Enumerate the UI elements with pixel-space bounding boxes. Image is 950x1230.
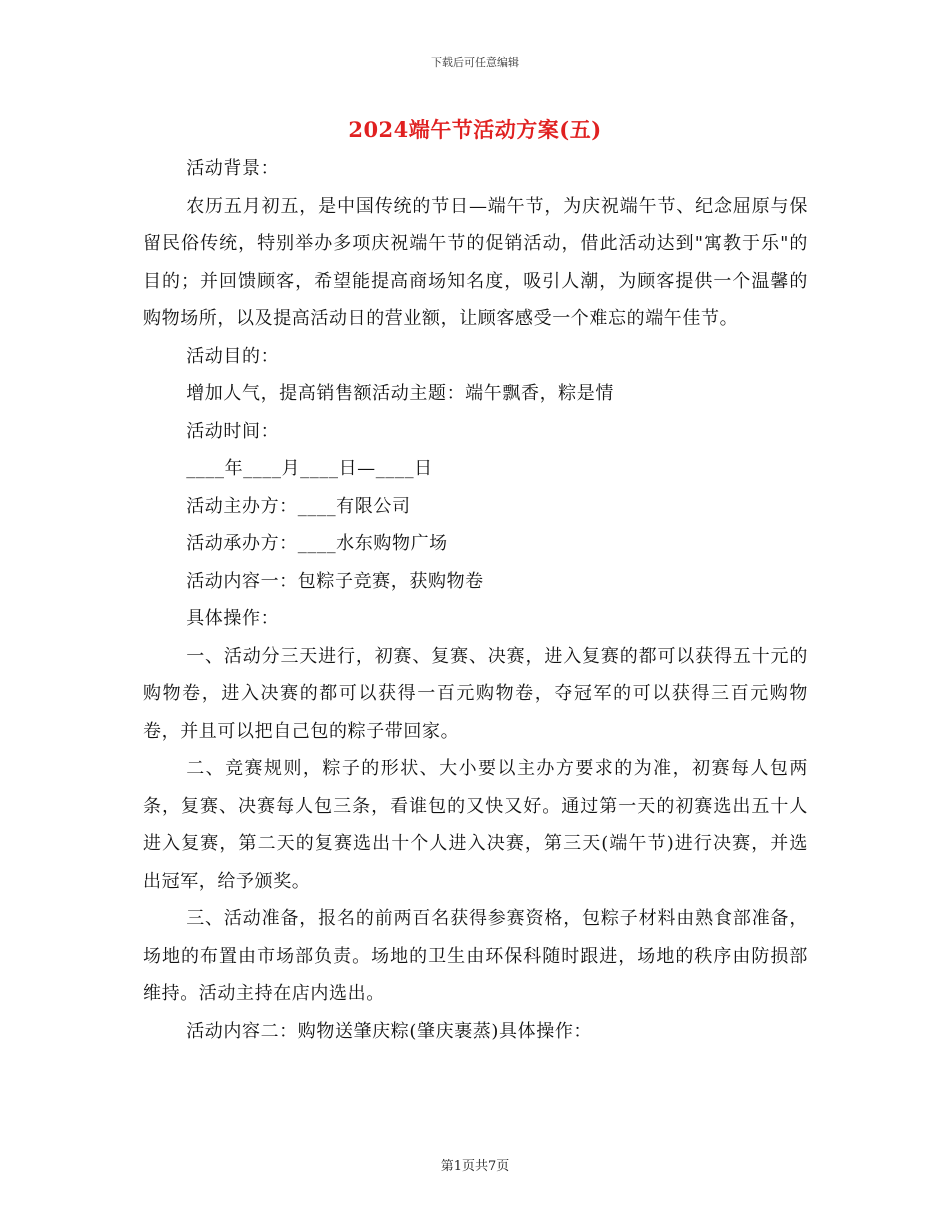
paragraph-rule-one: 一、活动分三天进行，初赛、复赛、决赛，进入复赛的都可以获得五十元的购物卷，进入决赛的都可以获得一百元购物卷，夺冠军的可以获得三百元购物卷，并且可以把自己包的粽子带回家。 bbox=[143, 645, 808, 742]
paragraph-time-heading: 活动时间： bbox=[186, 420, 280, 442]
paragraph-time: ____年____月____日—____日 bbox=[186, 458, 433, 479]
paragraph-activity-one: 活动内容一：包粽子竞赛，获购物卷 bbox=[186, 570, 484, 592]
paragraph-rule-two: 二、竞赛规则，粽子的形状、大小要以主办方要求的为准，初赛每人包两条，复赛、决赛每人包三条，看谁包的又快又好。通过第一天的初赛选出五十人进入复赛，第二天的复赛选出十个人进入决赛，第三天(端午节)进行决赛，并选出冠军，给予颁奖。 bbox=[143, 758, 808, 892]
paragraph-activity-two: 活动内容二：购物送肇庆粽(肇庆裹蒸)具体操作： bbox=[186, 1020, 593, 1042]
paragraph-operation-heading: 具体操作： bbox=[186, 608, 280, 629]
paragraph-purpose: 增加人气，提高销售额活动主题：端午飘香，粽是情 bbox=[186, 383, 614, 404]
paragraph-rule-three: 三、活动准备，报名的前两百名获得参赛资格，包粽子材料由熟食部准备，场地的布置由市场部负责。场地的卫生由环保科随时跟进，场地的秩序由防损部维持。活动主持在店内选出。 bbox=[143, 908, 808, 1004]
paragraph-background: 农历五月初五，是中国传统的节日—端午节，为庆祝端午节、纪念屈原与保留民俗传统，特别举办多项庆祝端午节的促销活动，借此活动达到"寓教于乐"的目的；并回馈顾客，希望能提高商场知名度，吸引人潮，为顾客提供一个温馨的购物场所，以及提高活动日的营业额，让顾客感受一个难忘的端午佳节。 bbox=[143, 195, 808, 329]
paragraph-purpose-heading: 活动目的： bbox=[186, 345, 280, 367]
header-note: 下载后可任意编辑 bbox=[431, 56, 519, 69]
paragraph-co-organizer: 活动承办方：____水东购物广场 bbox=[186, 533, 448, 554]
paragraph-background-heading: 活动背景： bbox=[186, 158, 280, 179]
document-body bbox=[143, 150, 808, 1050]
paragraph-organizer: 活动主办方：____有限公司 bbox=[186, 495, 411, 517]
document-title: 2024端午节活动方案(五) bbox=[348, 117, 602, 142]
page-footer: 第1页共7页 bbox=[440, 1159, 510, 1174]
